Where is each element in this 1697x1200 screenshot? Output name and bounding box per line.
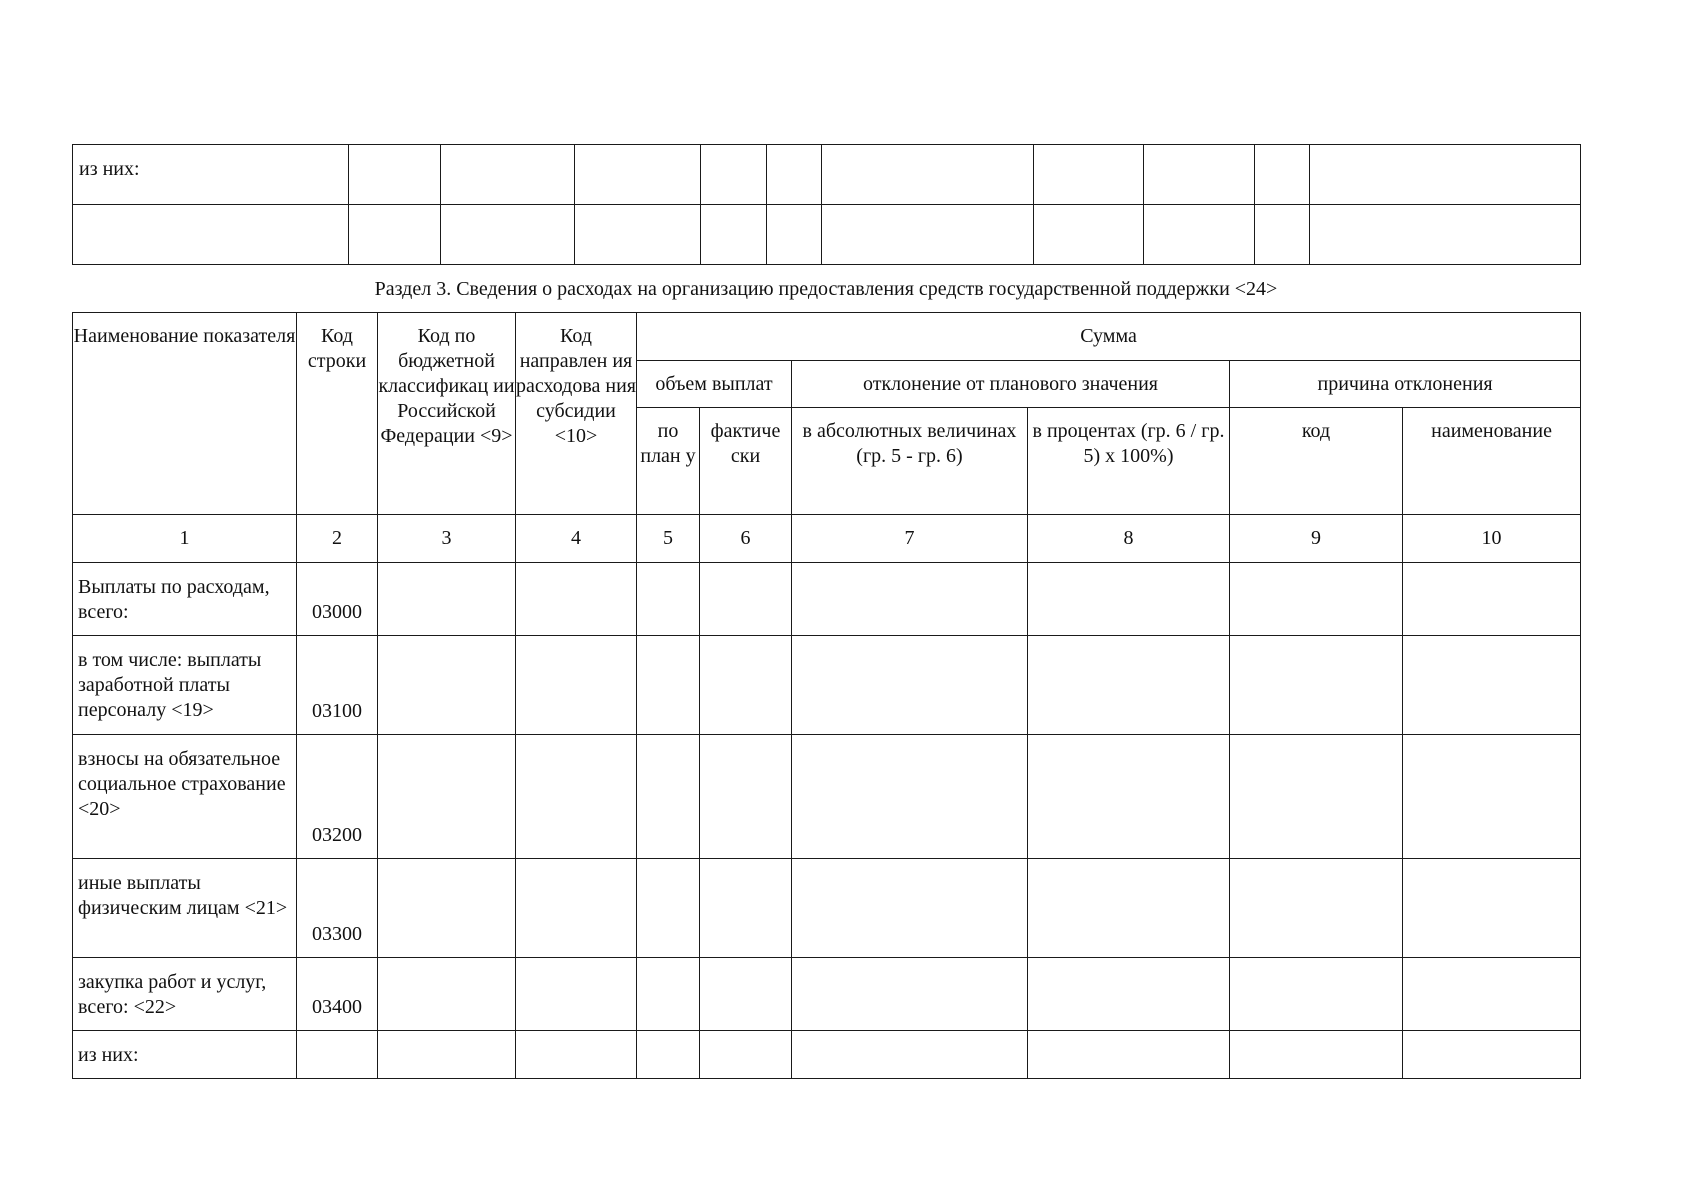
table-cell[interactable] xyxy=(637,859,700,958)
table-cell[interactable] xyxy=(349,205,441,265)
column-number: 10 xyxy=(1403,515,1581,563)
row-name: Выплаты по расходам, всего: xyxy=(73,563,297,636)
column-number: 1 xyxy=(73,515,297,563)
table-cell[interactable] xyxy=(700,563,792,636)
column-number: 5 xyxy=(637,515,700,563)
table-cell[interactable] xyxy=(441,145,575,205)
table-cell[interactable] xyxy=(701,205,767,265)
table-cell[interactable] xyxy=(378,1031,516,1079)
row-label: из них: xyxy=(73,145,349,205)
table-cell[interactable] xyxy=(1403,859,1581,958)
table-cell[interactable] xyxy=(378,563,516,636)
table-cell[interactable] xyxy=(575,145,701,205)
row-code: 03100 xyxy=(297,636,378,735)
table-cell[interactable] xyxy=(637,636,700,735)
table-cell[interactable] xyxy=(1230,636,1403,735)
column-number: 8 xyxy=(1028,515,1230,563)
table-cell[interactable] xyxy=(1028,636,1230,735)
table-cell[interactable] xyxy=(516,563,637,636)
top-table xyxy=(72,144,1581,265)
table-cell[interactable] xyxy=(701,145,767,205)
table-cell[interactable] xyxy=(1403,563,1581,636)
table-cell[interactable] xyxy=(1310,145,1581,205)
table-cell[interactable] xyxy=(1403,958,1581,1031)
table-cell[interactable] xyxy=(441,205,575,265)
table-row xyxy=(73,735,1581,859)
table-cell[interactable] xyxy=(1255,145,1310,205)
table-cell[interactable] xyxy=(1028,1031,1230,1079)
table-cell[interactable] xyxy=(1144,205,1255,265)
table-cell[interactable] xyxy=(1230,735,1403,859)
table-row xyxy=(73,636,1581,735)
row-name: в том числе: выплаты заработной платы персоналу <19> xyxy=(73,636,297,735)
header-sum: Сумма xyxy=(637,313,1581,361)
table-row xyxy=(73,205,1581,265)
row-code xyxy=(297,1031,378,1079)
header-abs: в абсолютных величинах (гр. 5 - гр. 6) xyxy=(792,408,1028,515)
row-name: закупка работ и услуг, всего: <22> xyxy=(73,958,297,1031)
table-cell[interactable] xyxy=(792,563,1028,636)
table-cell[interactable] xyxy=(575,205,701,265)
table-cell[interactable] xyxy=(516,958,637,1031)
row-name: взносы на обязательное социальное страхование <20> xyxy=(73,735,297,859)
section-title: Раздел 3. Сведения о расходах на организацию предоставления средств государственной поддержки <24> xyxy=(374,278,1278,300)
table-cell[interactable] xyxy=(1230,1031,1403,1079)
table-row xyxy=(73,958,1581,1031)
table-row xyxy=(73,145,1581,205)
table-cell[interactable] xyxy=(637,735,700,859)
header-name: Наименование показателя xyxy=(73,313,297,515)
column-number: 7 xyxy=(792,515,1028,563)
table-cell[interactable] xyxy=(1028,735,1230,859)
column-number: 4 xyxy=(516,515,637,563)
table-cell[interactable] xyxy=(1403,1031,1581,1079)
row-code: 03200 xyxy=(297,735,378,859)
table-cell[interactable] xyxy=(700,735,792,859)
table-cell[interactable] xyxy=(1034,205,1144,265)
table-cell[interactable] xyxy=(700,958,792,1031)
table-cell[interactable] xyxy=(1230,859,1403,958)
table-cell[interactable] xyxy=(1310,205,1581,265)
table-cell[interactable] xyxy=(378,958,516,1031)
header-reason-code: код xyxy=(1230,408,1403,515)
table-cell[interactable] xyxy=(378,859,516,958)
table-cell[interactable] xyxy=(1403,735,1581,859)
table-cell[interactable] xyxy=(516,1031,637,1079)
row-name: иные выплаты физическим лицам <21> xyxy=(73,859,297,958)
header-payments-volume: объем выплат xyxy=(637,361,792,408)
table-cell[interactable] xyxy=(700,859,792,958)
table-cell[interactable] xyxy=(792,636,1028,735)
column-number: 6 xyxy=(700,515,792,563)
header-plan: по план у xyxy=(637,408,700,515)
table-cell[interactable] xyxy=(792,958,1028,1031)
table-cell[interactable] xyxy=(378,636,516,735)
table-cell[interactable] xyxy=(349,145,441,205)
table-cell[interactable] xyxy=(792,735,1028,859)
table-cell[interactable] xyxy=(1403,636,1581,735)
table-row xyxy=(73,563,1581,636)
table-cell[interactable] xyxy=(1028,859,1230,958)
table-cell[interactable] xyxy=(637,1031,700,1079)
table-row xyxy=(73,1031,1581,1079)
section3-table xyxy=(72,312,1581,1079)
header-reason: причина отклонения xyxy=(1230,361,1581,408)
table-cell[interactable] xyxy=(516,859,637,958)
header-reason-name: наименование xyxy=(1403,408,1581,515)
table-cell[interactable] xyxy=(767,205,822,265)
table-cell[interactable] xyxy=(1034,145,1144,205)
table-cell[interactable] xyxy=(792,859,1028,958)
column-number: 3 xyxy=(378,515,516,563)
header-row-code: Код строки xyxy=(297,313,378,515)
table-cell[interactable] xyxy=(1028,958,1230,1031)
table-cell[interactable] xyxy=(767,145,822,205)
header-actual: фактиче ски xyxy=(700,408,792,515)
table-cell[interactable] xyxy=(637,958,700,1031)
table-cell[interactable] xyxy=(1144,145,1255,205)
table-cell[interactable] xyxy=(700,1031,792,1079)
row-code: 03400 xyxy=(297,958,378,1031)
table-cell[interactable] xyxy=(516,636,637,735)
table-cell[interactable] xyxy=(637,563,700,636)
row-name: из них: xyxy=(73,1031,297,1079)
column-number-row xyxy=(73,515,1581,563)
table-row xyxy=(73,859,1581,958)
header-budget-code: Код по бюджетной классификац ии Российской Федерации <9> xyxy=(378,313,516,515)
table-cell[interactable] xyxy=(1230,563,1403,636)
table-cell[interactable] xyxy=(516,735,637,859)
table-cell[interactable] xyxy=(1255,205,1310,265)
table-cell[interactable] xyxy=(378,735,516,859)
table-cell[interactable] xyxy=(700,636,792,735)
column-number: 9 xyxy=(1230,515,1403,563)
header-pct: в процентах (гр. 6 / гр. 5) x 100%) xyxy=(1028,408,1230,515)
row-code: 03000 xyxy=(297,563,378,636)
header-deviation: отклонение от планового значения xyxy=(792,361,1230,408)
table-cell[interactable] xyxy=(822,145,1034,205)
table-cell[interactable] xyxy=(792,1031,1028,1079)
row-label xyxy=(73,205,349,265)
table-cell[interactable] xyxy=(822,205,1034,265)
column-number: 2 xyxy=(297,515,378,563)
table-cell[interactable] xyxy=(1028,563,1230,636)
table-cell[interactable] xyxy=(1230,958,1403,1031)
row-code: 03300 xyxy=(297,859,378,958)
header-subsidy-code: Код направлен ия расходова ния субсидии <10> xyxy=(516,313,637,515)
header-row xyxy=(73,313,1581,361)
